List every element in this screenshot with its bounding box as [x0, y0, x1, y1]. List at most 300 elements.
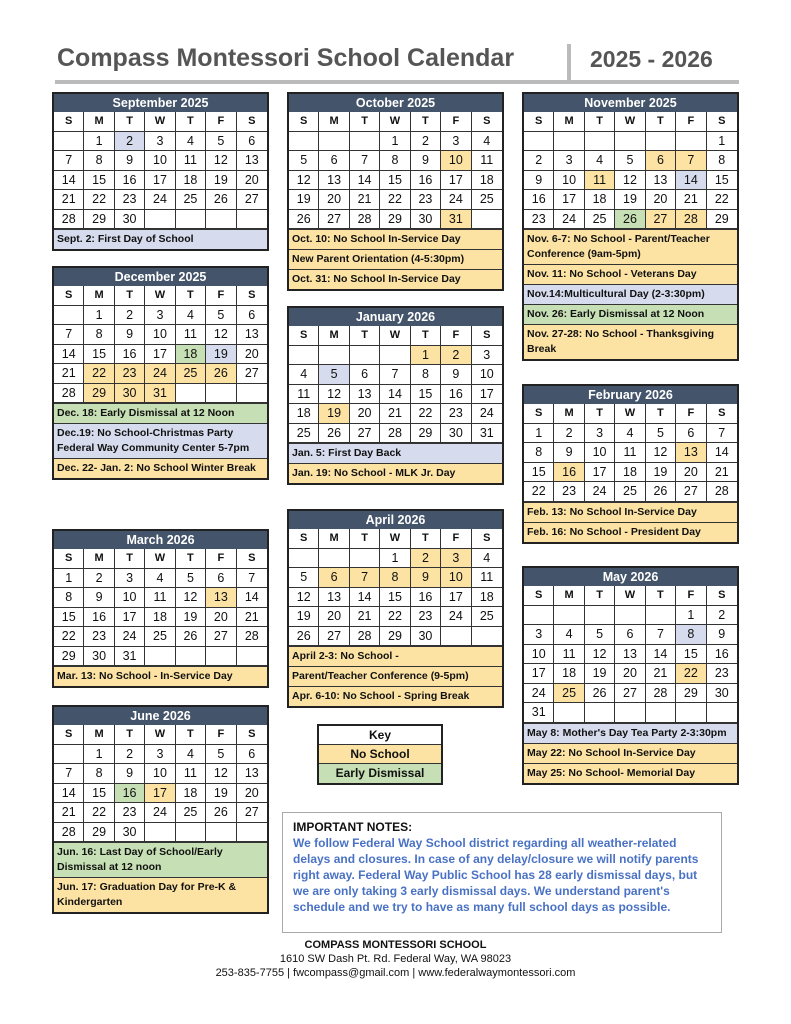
- empty-day-cell: [585, 132, 615, 152]
- day-cell: 3: [554, 151, 584, 171]
- day-cell: 22: [54, 627, 84, 647]
- day-cell: 17: [441, 588, 471, 608]
- day-cell: 8: [676, 625, 706, 645]
- day-cell: 6: [237, 306, 267, 326]
- calendar-may: [522, 566, 739, 785]
- day-cell: 31: [115, 647, 145, 667]
- weekday-header: S: [472, 112, 502, 132]
- day-cell: 21: [237, 608, 267, 628]
- day-cell: 21: [350, 190, 380, 210]
- day-cell: 30: [707, 684, 737, 704]
- day-cell: 20: [676, 463, 706, 483]
- day-cell: 5: [319, 365, 349, 385]
- day-cell: 6: [350, 365, 380, 385]
- day-cell: 28: [54, 823, 84, 843]
- day-cell: 2: [441, 346, 471, 366]
- day-cell: 6: [319, 151, 349, 171]
- day-cell: 4: [176, 306, 206, 326]
- calendar-note: Oct. 31: No School In-Service Day: [289, 269, 502, 289]
- day-cell: 7: [54, 151, 84, 171]
- school-year: 2025 - 2026: [590, 46, 713, 72]
- day-cell: 4: [145, 569, 175, 589]
- day-cell: 20: [319, 190, 349, 210]
- weekday-header: T: [585, 404, 615, 424]
- day-cell: 12: [289, 588, 319, 608]
- day-cell: 11: [585, 171, 615, 191]
- day-cell: 8: [707, 151, 737, 171]
- empty-day-cell: [472, 210, 502, 230]
- calendar-note: Feb. 13: No School In-Service Day: [524, 502, 737, 522]
- day-cell: 14: [54, 345, 84, 365]
- day-cell: 7: [707, 424, 737, 444]
- calendar-note: April 2-3: No School -: [289, 646, 502, 666]
- day-cell: 4: [554, 625, 584, 645]
- weekday-header: T: [585, 586, 615, 606]
- day-cell: 14: [380, 385, 410, 405]
- day-cell: 20: [646, 190, 676, 210]
- day-cell: 25: [615, 482, 645, 502]
- day-cell: 22: [707, 190, 737, 210]
- day-cell: 1: [411, 346, 441, 366]
- day-cell: 4: [176, 745, 206, 765]
- calendar-note: Nov. 11: No School - Veterans Day: [524, 264, 737, 284]
- day-cell: 26: [206, 803, 236, 823]
- day-cell: 21: [380, 404, 410, 424]
- empty-day-cell: [319, 132, 349, 152]
- day-cell: 29: [54, 647, 84, 667]
- calendar-apr: [287, 509, 504, 708]
- day-cell: 2: [84, 569, 114, 589]
- day-cell: 10: [145, 325, 175, 345]
- day-cell: 3: [145, 306, 175, 326]
- weekday-header: T: [646, 586, 676, 606]
- day-cell: 19: [646, 463, 676, 483]
- day-cell: 19: [206, 171, 236, 191]
- day-cell: 29: [707, 210, 737, 230]
- empty-day-cell: [646, 132, 676, 152]
- day-cell: 23: [411, 190, 441, 210]
- day-cell: 12: [319, 385, 349, 405]
- key-no-school: No School: [319, 745, 441, 764]
- day-cell: 9: [707, 625, 737, 645]
- empty-day-cell: [206, 210, 236, 230]
- day-cell: 26: [615, 210, 645, 230]
- calendar-sep: [52, 92, 269, 251]
- month-title: June 2026: [54, 707, 267, 725]
- day-cell: 5: [206, 132, 236, 152]
- day-cell: 10: [472, 365, 502, 385]
- weekday-header: T: [115, 549, 145, 569]
- weekday-header: F: [206, 112, 236, 132]
- day-cell: 5: [206, 306, 236, 326]
- empty-day-cell: [585, 606, 615, 626]
- day-cell: 9: [441, 365, 471, 385]
- day-cell: 27: [319, 210, 349, 230]
- calendar-note: Nov. 27-28: No School - Thanksgiving Break: [524, 324, 737, 359]
- day-cell: 7: [380, 365, 410, 385]
- day-cell: 16: [115, 784, 145, 804]
- day-cell: 27: [676, 482, 706, 502]
- weekday-header: S: [707, 112, 737, 132]
- day-cell: 29: [380, 210, 410, 230]
- weekday-header: S: [54, 725, 84, 745]
- calendar-jun: [52, 705, 269, 914]
- month-grid: [54, 112, 267, 229]
- calendar-note: Nov. 6-7: No School - Parent/Teacher Conference (9am-5pm): [524, 229, 737, 264]
- day-cell: 5: [176, 569, 206, 589]
- day-cell: 30: [115, 384, 145, 404]
- weekday-header: W: [615, 112, 645, 132]
- day-cell: 24: [585, 482, 615, 502]
- day-cell: 3: [441, 549, 471, 569]
- month-title: April 2026: [289, 511, 502, 529]
- day-cell: 3: [524, 625, 554, 645]
- day-cell: 7: [350, 151, 380, 171]
- day-cell: 16: [707, 645, 737, 665]
- day-cell: 6: [237, 745, 267, 765]
- day-cell: 30: [115, 210, 145, 230]
- empty-day-cell: [676, 132, 706, 152]
- day-cell: 28: [676, 210, 706, 230]
- page-title: Compass Montessori School Calendar: [57, 44, 515, 72]
- empty-day-cell: [350, 346, 380, 366]
- day-cell: 28: [54, 384, 84, 404]
- footer-address: 1610 SW Dash Pt. Rd. Federal Way, WA 98023: [279, 953, 512, 965]
- weekday-header: W: [380, 112, 410, 132]
- day-cell: 14: [350, 588, 380, 608]
- day-cell: 15: [84, 345, 114, 365]
- day-cell: 27: [206, 627, 236, 647]
- day-cell: 11: [472, 151, 502, 171]
- empty-day-cell: [380, 346, 410, 366]
- day-cell: 17: [441, 171, 471, 191]
- day-cell: 16: [441, 385, 471, 405]
- day-cell: 12: [585, 645, 615, 665]
- day-cell: 29: [84, 384, 114, 404]
- day-cell: 17: [115, 608, 145, 628]
- day-cell: 30: [441, 424, 471, 444]
- day-cell: 28: [707, 482, 737, 502]
- day-cell: 27: [237, 803, 267, 823]
- calendar-note: May 8: Mother's Day Tea Party 2-3:30pm: [524, 723, 737, 743]
- day-cell: 11: [145, 588, 175, 608]
- day-cell: 23: [115, 803, 145, 823]
- empty-day-cell: [554, 703, 584, 723]
- title-underline: [55, 80, 739, 84]
- calendar-note: Feb. 16: No School - President Day: [524, 522, 737, 542]
- weekday-header: T: [350, 112, 380, 132]
- day-cell: 28: [350, 210, 380, 230]
- day-cell: 27: [350, 424, 380, 444]
- empty-day-cell: [237, 210, 267, 230]
- weekday-header: M: [554, 112, 584, 132]
- day-cell: 30: [115, 823, 145, 843]
- month-grid: [54, 286, 267, 403]
- day-cell: 13: [646, 171, 676, 191]
- weekday-header: T: [646, 404, 676, 424]
- day-cell: 24: [115, 627, 145, 647]
- day-cell: 17: [145, 171, 175, 191]
- weekday-header: T: [646, 112, 676, 132]
- weekday-header: T: [350, 529, 380, 549]
- day-cell: 25: [585, 210, 615, 230]
- day-cell: 19: [206, 345, 236, 365]
- weekday-header: T: [350, 326, 380, 346]
- day-cell: 22: [380, 607, 410, 627]
- day-cell: 22: [411, 404, 441, 424]
- day-cell: 18: [176, 171, 206, 191]
- calendar-mar: [52, 529, 269, 688]
- day-cell: 18: [615, 463, 645, 483]
- calendar-note: May 22: No School In-Service Day: [524, 743, 737, 763]
- day-cell: 1: [380, 549, 410, 569]
- day-cell: 15: [676, 645, 706, 665]
- day-cell: 5: [289, 151, 319, 171]
- day-cell: 20: [206, 608, 236, 628]
- empty-day-cell: [206, 823, 236, 843]
- day-cell: 9: [84, 588, 114, 608]
- day-cell: 14: [707, 443, 737, 463]
- day-cell: 13: [615, 645, 645, 665]
- day-cell: 26: [176, 627, 206, 647]
- notes-body: We follow Federal Way School district regarding all weather-related delays and closures. In case of any delay/closure we will notify parents right away. Federal Way Public School has 28 early dismissal days, but we are only taking 3 early dismissal days. We understand parent's schedule and we try to have as many full school days as possible.: [293, 836, 699, 914]
- day-cell: 24: [145, 190, 175, 210]
- footer-contact: 253-835-7755 | fwcompass@gmail.com | www.federalwaymontessori.com: [215, 967, 576, 979]
- day-cell: 4: [472, 549, 502, 569]
- day-cell: 10: [115, 588, 145, 608]
- empty-day-cell: [524, 132, 554, 152]
- weekday-header: M: [554, 404, 584, 424]
- day-cell: 12: [206, 325, 236, 345]
- day-cell: 28: [646, 684, 676, 704]
- day-cell: 20: [237, 171, 267, 191]
- empty-day-cell: [646, 606, 676, 626]
- day-cell: 18: [176, 784, 206, 804]
- day-cell: 24: [524, 684, 554, 704]
- weekday-header: W: [145, 549, 175, 569]
- weekday-header: T: [176, 725, 206, 745]
- weekday-header: W: [615, 404, 645, 424]
- important-notes: [282, 812, 722, 933]
- day-cell: 11: [176, 325, 206, 345]
- day-cell: 24: [145, 364, 175, 384]
- day-cell: 8: [380, 568, 410, 588]
- day-cell: 28: [350, 627, 380, 647]
- weekday-header: W: [145, 725, 175, 745]
- day-cell: 18: [472, 588, 502, 608]
- empty-day-cell: [615, 606, 645, 626]
- weekday-header: F: [441, 326, 471, 346]
- day-cell: 13: [319, 588, 349, 608]
- day-cell: 21: [54, 803, 84, 823]
- calendar-note: Oct. 10: No School In-Service Day: [289, 229, 502, 249]
- day-cell: 6: [676, 424, 706, 444]
- weekday-header: T: [411, 529, 441, 549]
- day-cell: 25: [554, 684, 584, 704]
- day-cell: 22: [524, 482, 554, 502]
- weekday-header: W: [145, 112, 175, 132]
- weekday-header: W: [380, 529, 410, 549]
- month-title: September 2025: [54, 94, 267, 112]
- empty-day-cell: [206, 647, 236, 667]
- day-cell: 10: [145, 151, 175, 171]
- day-cell: 26: [289, 210, 319, 230]
- title-divider: [567, 44, 571, 80]
- weekday-header: F: [676, 404, 706, 424]
- day-cell: 2: [524, 151, 554, 171]
- weekday-header: T: [176, 549, 206, 569]
- day-cell: 20: [237, 784, 267, 804]
- day-cell: 7: [350, 568, 380, 588]
- calendar-note: Dec. 18: Early Dismissal at 12 Noon: [54, 403, 267, 423]
- day-cell: 8: [54, 588, 84, 608]
- day-cell: 7: [54, 764, 84, 784]
- day-cell: 4: [585, 151, 615, 171]
- day-cell: 23: [441, 404, 471, 424]
- day-cell: 14: [237, 588, 267, 608]
- day-cell: 1: [84, 306, 114, 326]
- day-cell: 23: [411, 607, 441, 627]
- weekday-header: W: [615, 586, 645, 606]
- calendar-note: Jun. 16: Last Day of School/Early Dismissal at 12 noon: [54, 842, 267, 877]
- day-cell: 8: [84, 325, 114, 345]
- empty-day-cell: [615, 703, 645, 723]
- day-cell: 10: [145, 764, 175, 784]
- footer: [0, 938, 791, 980]
- day-cell: 12: [646, 443, 676, 463]
- day-cell: 28: [237, 627, 267, 647]
- weekday-header: F: [206, 725, 236, 745]
- day-cell: 5: [615, 151, 645, 171]
- empty-day-cell: [319, 549, 349, 569]
- calendar-dec: [52, 266, 269, 480]
- day-cell: 16: [115, 345, 145, 365]
- day-cell: 21: [676, 190, 706, 210]
- month-title: March 2026: [54, 531, 267, 549]
- day-cell: 9: [524, 171, 554, 191]
- day-cell: 19: [319, 404, 349, 424]
- empty-day-cell: [319, 346, 349, 366]
- calendar-note: May 25: No School- Memorial Day: [524, 763, 737, 783]
- day-cell: 23: [707, 664, 737, 684]
- weekday-header: F: [441, 529, 471, 549]
- weekday-header: T: [411, 326, 441, 346]
- calendar-note: Nov. 26: Early Dismissal at 12 Noon: [524, 304, 737, 324]
- day-cell: 9: [411, 568, 441, 588]
- day-cell: 5: [289, 568, 319, 588]
- day-cell: 21: [350, 607, 380, 627]
- weekday-header: F: [206, 549, 236, 569]
- weekday-header: M: [84, 725, 114, 745]
- day-cell: 16: [115, 171, 145, 191]
- calendar-note: Dec. 22- Jan. 2: No School Winter Break: [54, 458, 267, 478]
- month-grid: [54, 725, 267, 842]
- empty-day-cell: [350, 132, 380, 152]
- day-cell: 8: [524, 443, 554, 463]
- calendar-feb: [522, 384, 739, 544]
- day-cell: 22: [380, 190, 410, 210]
- day-cell: 31: [441, 210, 471, 230]
- empty-day-cell: [289, 549, 319, 569]
- day-cell: 6: [206, 569, 236, 589]
- day-cell: 18: [585, 190, 615, 210]
- day-cell: 16: [84, 608, 114, 628]
- weekday-header: T: [176, 286, 206, 306]
- weekday-header: T: [115, 112, 145, 132]
- day-cell: 19: [615, 190, 645, 210]
- day-cell: 31: [524, 703, 554, 723]
- weekday-header: M: [554, 586, 584, 606]
- day-cell: 13: [350, 385, 380, 405]
- month-grid: [289, 326, 502, 443]
- day-cell: 13: [319, 171, 349, 191]
- day-cell: 28: [380, 424, 410, 444]
- weekday-header: S: [707, 404, 737, 424]
- day-cell: 13: [237, 325, 267, 345]
- empty-day-cell: [176, 647, 206, 667]
- day-cell: 8: [380, 151, 410, 171]
- calendar-note: Sept. 2: First Day of School: [54, 229, 267, 249]
- weekday-header: W: [380, 326, 410, 346]
- day-cell: 21: [54, 190, 84, 210]
- day-cell: 2: [411, 132, 441, 152]
- day-cell: 28: [54, 210, 84, 230]
- day-cell: 17: [145, 345, 175, 365]
- weekday-header: M: [84, 286, 114, 306]
- day-cell: 12: [615, 171, 645, 191]
- empty-day-cell: [54, 745, 84, 765]
- day-cell: 14: [676, 171, 706, 191]
- weekday-header: S: [54, 286, 84, 306]
- empty-day-cell: [646, 703, 676, 723]
- empty-day-cell: [145, 210, 175, 230]
- day-cell: 13: [237, 151, 267, 171]
- day-cell: 19: [176, 608, 206, 628]
- day-cell: 14: [54, 171, 84, 191]
- day-cell: 24: [145, 803, 175, 823]
- day-cell: 23: [115, 364, 145, 384]
- empty-day-cell: [237, 384, 267, 404]
- day-cell: 1: [707, 132, 737, 152]
- day-cell: 6: [319, 568, 349, 588]
- weekday-header: S: [524, 404, 554, 424]
- calendar-note: Jun. 17: Graduation Day for Pre-K & Kindergarten: [54, 877, 267, 912]
- day-cell: 5: [206, 745, 236, 765]
- weekday-header: M: [319, 529, 349, 549]
- empty-day-cell: [145, 823, 175, 843]
- day-cell: 4: [472, 132, 502, 152]
- empty-day-cell: [176, 384, 206, 404]
- day-cell: 11: [615, 443, 645, 463]
- day-cell: 12: [289, 171, 319, 191]
- weekday-header: S: [54, 112, 84, 132]
- day-cell: 19: [206, 784, 236, 804]
- day-cell: 16: [411, 588, 441, 608]
- day-cell: 22: [84, 364, 114, 384]
- day-cell: 7: [646, 625, 676, 645]
- month-grid: [289, 112, 502, 229]
- day-cell: 31: [145, 384, 175, 404]
- calendar-note: Dec.19: No School-Christmas Party Federal Way Community Center 5-7pm: [54, 423, 267, 458]
- day-cell: 2: [554, 424, 584, 444]
- month-title: October 2025: [289, 94, 502, 112]
- day-cell: 18: [554, 664, 584, 684]
- calendar-note: Jan. 19: No School - MLK Jr. Day: [289, 463, 502, 483]
- calendar-oct: [287, 92, 504, 291]
- day-cell: 11: [289, 385, 319, 405]
- weekday-header: S: [237, 286, 267, 306]
- weekday-header: S: [289, 112, 319, 132]
